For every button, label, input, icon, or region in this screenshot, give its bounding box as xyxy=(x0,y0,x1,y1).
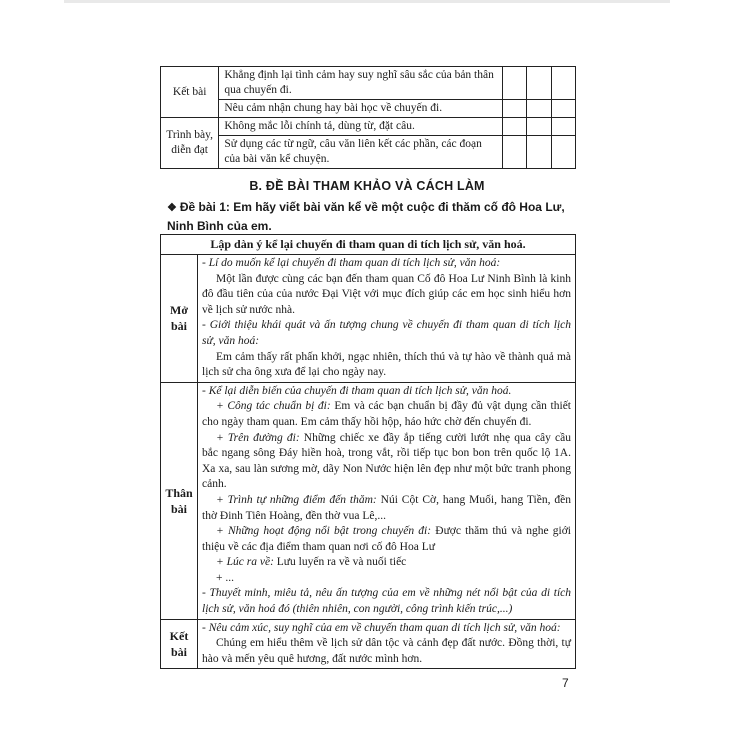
outline-label-mo-bai: Mở bài xyxy=(161,255,198,383)
item-label: + Lúc ra về: xyxy=(216,556,274,569)
rubric-criterion: Không mắc lỗi chính tả, dùng từ, đặt câu. xyxy=(219,118,502,136)
table-row xyxy=(161,255,576,383)
score-cell xyxy=(502,118,526,136)
prompt-text: Đề bài 1: Em hãy viết bài văn kể về một cuộc đi thăm cố đô Hoa Lư, Ninh Bình của em. xyxy=(167,200,565,233)
table-row xyxy=(161,619,576,669)
rubric-criterion: Sử dụng các từ ngữ, câu văn liên kết các phần, các đoạn của bài văn kể chuyện. xyxy=(219,136,502,169)
item-text: Em và các bạn chuẩn bị đầy đủ vật dụng cần thiết cho ngày tham quan. Em cảm thấy hồi hộp, háo hức chờ đến chuyến đi. xyxy=(202,400,571,428)
outline-item xyxy=(202,524,571,555)
rubric-label-trinh-bay: Trình bày, diễn đạt xyxy=(161,118,219,169)
table-row xyxy=(161,118,576,136)
score-cell xyxy=(502,67,526,100)
outline-paragraph: Em cảm thấy rất phấn khởi, ngạc nhiên, thích thú và tự hào về thành quả mà lịch sử cha ông xưa để lại cho ngày nay. xyxy=(202,350,571,379)
table-row xyxy=(161,136,576,169)
item-label: + Công tác chuẩn bị đi: xyxy=(216,400,331,413)
outline-body-ket-bai xyxy=(198,619,576,669)
rubric-table xyxy=(160,66,576,169)
score-cell xyxy=(527,100,551,118)
outline-header: Lập dàn ý kể lại chuyến đi tham quan di tích lịch sử, văn hoá. xyxy=(161,235,576,255)
score-cell xyxy=(551,118,575,136)
item-text: Núi Cột Cờ, hang Muối, hang Tiền, đền thờ Đinh Tiên Hoàng, đền thờ vua Lê,... xyxy=(202,493,571,522)
score-cell xyxy=(551,100,575,118)
outline-item xyxy=(202,399,571,430)
table-row xyxy=(161,67,576,100)
outline-item xyxy=(202,555,571,571)
page-number: 7 xyxy=(562,676,569,690)
item-label: + Trình tự những điểm đến thăm: xyxy=(216,493,377,506)
score-cell xyxy=(527,67,551,100)
item-text: Lưu luyến ra về và nuối tiếc xyxy=(273,556,407,569)
outline-paragraph: Chúng em hiểu thêm về lịch sử dân tộc và cảnh đẹp đất nước. Đồng thời, tự hào và mến yêu quê hương, đất nước mình hơn. xyxy=(202,637,571,665)
outline-line: - Nêu cảm xúc, suy nghĩ của em về chuyến tham quan di tích lịch sử, văn hoá: xyxy=(202,621,561,634)
rubric-label-ket-bai: Kết bài xyxy=(161,67,219,118)
outline-item xyxy=(202,431,571,493)
item-label: + Những hoạt động nổi bật trong chuyến đi: xyxy=(216,525,432,538)
top-divider xyxy=(64,0,670,3)
item-text: Được thăm thú và nghe giới thiệu về các địa điểm tham quan nơi cố đô Hoa Lư xyxy=(202,525,572,553)
score-cell xyxy=(551,136,575,169)
diamond-bullet-icon: ❖ xyxy=(167,202,177,214)
score-cell xyxy=(502,100,526,118)
section-title: B. ĐỀ BÀI THAM KHẢO VÀ CÁCH LÀM xyxy=(249,179,485,193)
outline-item xyxy=(202,493,571,524)
outline-body-mo-bai xyxy=(198,255,576,383)
table-row xyxy=(161,382,576,619)
rubric-criterion: Nêu cảm nhận chung hay bài học về chuyến đi. xyxy=(219,100,502,118)
outline-table xyxy=(160,234,576,669)
outline-item: + ... xyxy=(216,571,234,584)
exercise-prompt xyxy=(167,198,587,235)
outline-line: - Giới thiệu khái quát và ấn tượng chung về chuyến đi tham quan di tích lịch sử, văn hoá: xyxy=(202,319,571,347)
rubric-criterion: Khẳng định lại tình cảm hay suy nghĩ sâu sắc của bản thân qua chuyến đi. xyxy=(219,67,502,100)
outline-line: - Thuyết minh, miêu tả, nêu ấn tượng của em về những nét nổi bật của di tích lịch sử, văn hoá đó (thiên nhiên, con người, công trình kiến trúc,...) xyxy=(202,587,571,616)
table-row xyxy=(161,235,576,255)
item-text: Những chiếc xe đầy ắp tiếng cười lướt nhẹ qua cây cầu bắc ngang sông Đáy hiền hoà, trong vắt, rồi tiếp tục bon bon trên quốc lộ 1A. Xa xa, sau làn sương mờ, dãy Non Nước hiện lên đẹp như một bức tranh phong cảnh. xyxy=(202,431,571,491)
score-cell xyxy=(527,118,551,136)
score-cell xyxy=(551,67,575,100)
score-cell xyxy=(527,136,551,169)
outline-line: - Lí do muốn kể lại chuyến đi tham quan di tích lịch sử, văn hoá: xyxy=(202,257,501,269)
outline-label-ket-bai: Kết bài xyxy=(161,619,198,669)
outline-body-than-bai xyxy=(198,382,576,619)
score-cell xyxy=(502,136,526,169)
outline-paragraph: Một lần được cùng các bạn đến tham quan Cố đô Hoa Lư Ninh Bình là kinh đô đầu tiên của của nước Đại Việt với mục đích giúp các em học sinh hiểu hơn về lịch sử nước nhà. xyxy=(202,272,571,316)
outline-line: - Kể lại diễn biến của chuyến đi tham quan di tích lịch sử, văn hoá. xyxy=(202,384,512,397)
item-label: + Trên đường đi: xyxy=(216,431,300,444)
table-row xyxy=(161,100,576,118)
outline-label-than-bai: Thân bài xyxy=(161,382,198,619)
